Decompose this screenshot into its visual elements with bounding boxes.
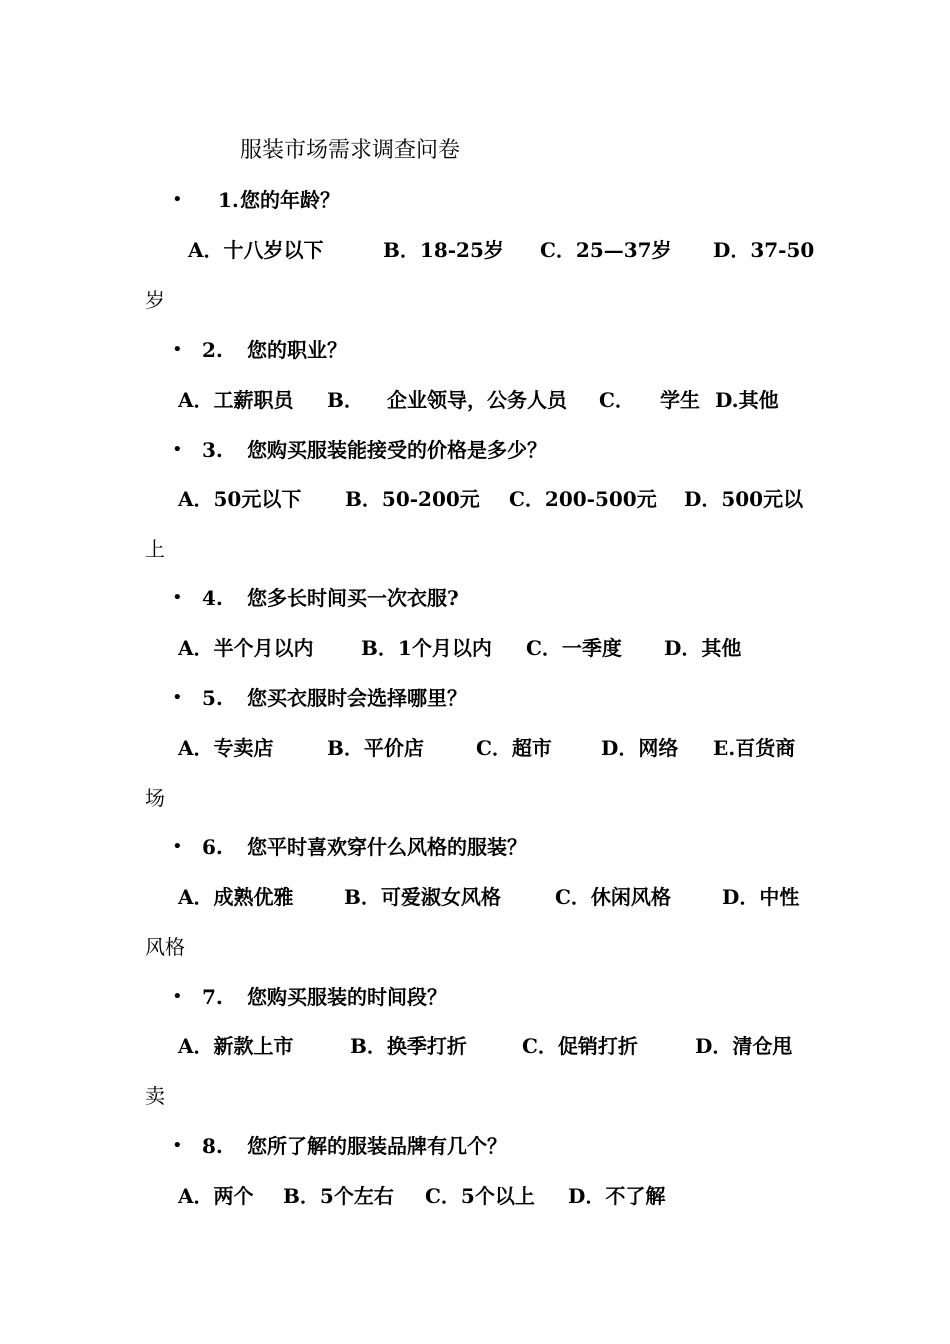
- option-d: D．清仓甩: [695, 1034, 793, 1058]
- question-2: [0, 330, 950, 370]
- option-b: B．18-25岁: [383, 238, 504, 262]
- option-continuation: 卖: [145, 1084, 165, 1108]
- option-d: D．不了解: [568, 1184, 666, 1208]
- question-text: 您买衣服时会选择哪里？: [247, 686, 467, 710]
- bullet-icon: •: [172, 986, 183, 1007]
- question-text: 您购买服装能接受的价格是多少？: [247, 438, 547, 462]
- option-continuation: 上: [145, 537, 165, 561]
- question-number: 4.: [202, 586, 223, 610]
- option-d: D．37-50: [713, 238, 815, 262]
- question-number: 5.: [202, 686, 223, 710]
- question-number: 3.: [202, 438, 223, 462]
- option-c: C．超市: [476, 736, 552, 760]
- question-1: [0, 180, 950, 220]
- question-6: [0, 827, 950, 867]
- bullet-icon: •: [172, 687, 183, 708]
- option-c: C．5个以上: [425, 1184, 535, 1208]
- option-c: C．: [599, 388, 635, 412]
- option-e: E.百货商: [713, 736, 796, 760]
- bullet-icon: •: [172, 439, 183, 460]
- option-a: A．两个: [178, 1184, 254, 1208]
- option-c: C．休闲风格: [555, 885, 671, 909]
- question-number: 7.: [202, 985, 223, 1009]
- question-7: [0, 977, 950, 1017]
- option-c: C．一季度: [526, 636, 622, 660]
- option-b: B．平价店: [327, 736, 424, 760]
- question-text: 您的职业？: [247, 338, 347, 362]
- bullet-icon: •: [172, 189, 183, 210]
- option-a: A．十八岁以下: [188, 238, 324, 262]
- option-b: B．可爱淑女风格: [344, 885, 501, 909]
- option-a: A．50元以下: [178, 487, 302, 511]
- page-title: 服装市场需求调查问卷: [240, 138, 461, 163]
- option-d: D．500元以: [684, 487, 804, 511]
- option-c: C．25—37岁: [540, 238, 672, 262]
- question-text: 您平时喜欢穿什么风格的服装？: [247, 835, 527, 859]
- option-a: A．半个月以内: [178, 636, 314, 660]
- option-continuation: 场: [145, 786, 165, 810]
- question-text: 您的年龄？: [240, 188, 340, 212]
- option-d: D．网络: [601, 736, 679, 760]
- bullet-icon: •: [172, 836, 183, 857]
- question-4: [0, 578, 950, 618]
- option-b: B．: [327, 388, 364, 412]
- option-b: B．50-200元: [345, 487, 480, 511]
- option-c: C．促销打折: [522, 1034, 638, 1058]
- option-b: B．5个左右: [283, 1184, 394, 1208]
- question-5: [0, 678, 950, 718]
- option-d: D.其他: [715, 388, 779, 412]
- option-a: A．工薪职员: [178, 388, 294, 412]
- option-c-text: 学生: [660, 388, 700, 412]
- bullet-icon: •: [172, 587, 183, 608]
- bullet-icon: •: [172, 1135, 183, 1156]
- option-d: D．中性: [722, 885, 800, 909]
- question-text: 您购买服装的时间段？: [247, 985, 447, 1009]
- question-number: 6.: [202, 835, 223, 859]
- option-continuation: 风格: [145, 935, 185, 959]
- question-3: [0, 430, 950, 470]
- question-number: 8.: [202, 1134, 223, 1158]
- option-c: C．200-500元: [509, 487, 657, 511]
- option-b: B．1个月以内: [361, 636, 492, 660]
- question-number: 2.: [202, 338, 223, 362]
- option-b-text: 企业领导，公务人员: [387, 388, 567, 412]
- option-a: A．专卖店: [178, 736, 274, 760]
- option-b: B．换季打折: [350, 1034, 467, 1058]
- question-text: 您所了解的服装品牌有几个？: [247, 1134, 507, 1158]
- question-number: 1.: [218, 188, 239, 212]
- option-a: A．成熟优雅: [178, 885, 294, 909]
- option-continuation: 岁: [145, 288, 165, 312]
- option-d: D．其他: [664, 636, 742, 660]
- option-a: A．新款上市: [178, 1034, 294, 1058]
- bullet-icon: •: [172, 339, 183, 360]
- question-text: 您多长时间买一次衣服?: [247, 586, 459, 610]
- question-8: [0, 1126, 950, 1166]
